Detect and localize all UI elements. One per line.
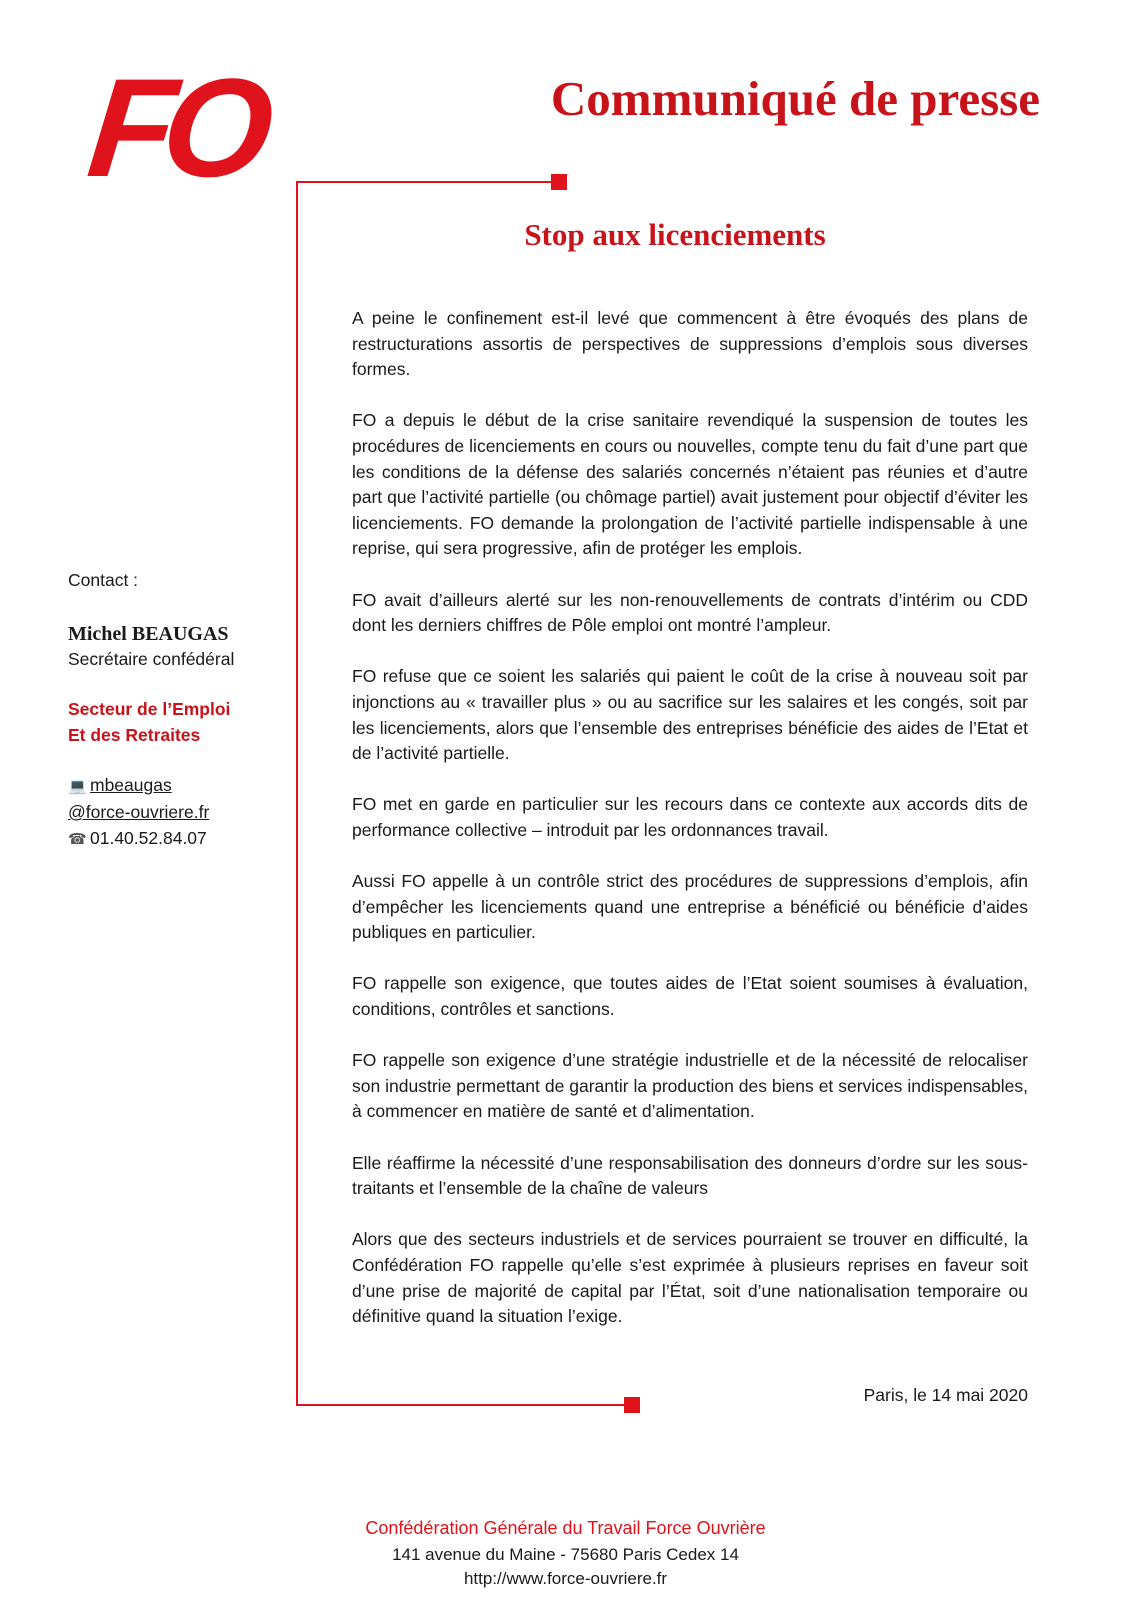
phone-line bbox=[68, 826, 278, 853]
footer-website-link[interactable]: http://www.force-ouvriere.fr bbox=[463, 1569, 668, 1588]
fo-logo: FO bbox=[81, 49, 269, 206]
document-title: Stop aux licenciements bbox=[524, 217, 826, 252]
laptop-icon: 💻 bbox=[68, 778, 87, 796]
footer-organization: Confédération Générale du Travail Force Ouvrière bbox=[365, 1518, 766, 1538]
paragraph: FO refuse que ce soient les salariés qui paient le coût de la crise à nouveau soit par injonctions au « travailler plus » ou au sacrifice sur les salaires et les congés, soit par les licenciements, alors que l’ensemble des entreprises bénéficie des aides de l’Etat et de l’activité partielle. bbox=[352, 666, 1028, 764]
contact-sidebar bbox=[68, 568, 278, 852]
email-link[interactable] bbox=[68, 773, 278, 800]
signoff-date: Paris, le 14 mai 2020 bbox=[863, 1385, 1028, 1405]
department-line-1: Secteur de l’Emploi bbox=[68, 699, 231, 720]
footer-address: 141 avenue du Maine - 75680 Paris Cedex 14 bbox=[392, 1545, 739, 1564]
contact-label: Contact : bbox=[68, 570, 139, 590]
paragraph: Aussi FO appelle à un contrôle strict des procédures de suppressions d’emplois, afin d’empêcher les licenciements quand une entreprise a bénéficié ou bénéficie d’aides publiques en particulier. bbox=[352, 871, 1028, 943]
paragraph: FO rappelle son exigence, que toutes aides de l’Etat soient soumises à évaluation, conditions, contrôles et sanctions. bbox=[352, 973, 1028, 1020]
paragraph: FO avait d’ailleurs alerté sur les non-renouvellements de contrats d’intérim ou CDD dont les derniers chiffres de Pôle emploi ont montré l’ampleur. bbox=[352, 589, 1028, 636]
document-body bbox=[352, 306, 1028, 1355]
paragraph: FO met en garde en particulier sur les recours dans ce contexte aux accords dits de performance collective – introduit par les ordonnances travail. bbox=[352, 794, 1028, 840]
frame-square-bottom bbox=[624, 1397, 640, 1413]
phone-icon: ☎ bbox=[68, 830, 87, 848]
department-block bbox=[68, 697, 278, 748]
email-domain-line[interactable] bbox=[68, 800, 278, 826]
contact-role: Secrétaire confédéral bbox=[68, 648, 235, 669]
contact-name: Michel BEAUGAS bbox=[68, 622, 229, 645]
paragraph: A peine le confinement est-il levé que commencent à être évoqués des plans de restructurations assortis de perspectives de suppressions d’emplois sous diverses formes. bbox=[352, 308, 1028, 380]
frame-top-line bbox=[296, 181, 558, 183]
paragraph: Alors que des secteurs industriels et de services pourraient se trouver en difficulté, la Confédération FO rappelle qu’elle s’est exprimée à plusieurs reprises en faveur soit d’une prise de majorité de capital par l’État, soit d’une nationalisation temporaire ou définitive quand la situation l’exige. bbox=[352, 1229, 1028, 1327]
frame-left-line bbox=[296, 181, 298, 1406]
paragraph: FO a depuis le début de la crise sanitaire revendiqué la suspension de toutes les procédures de licenciements en cours ou nouvelles, compte tenu du fait d’une part que les conditions de la défense des salariés concernés n’étaient pas réunies et d’autre part que l’activité partielle (ou chômage partiel) avait justement pour objectif d’éviter les licenciements. FO demande la prolongation de l’activité partielle indispensable à une reprise, qui sera progressive, afin de protéger les emplois. bbox=[352, 410, 1028, 559]
page-header-title: Communiqué de presse bbox=[550, 71, 1040, 126]
frame-bottom-line bbox=[296, 1404, 634, 1406]
department-line-2: Et des Retraites bbox=[68, 724, 201, 745]
paragraph: Elle réaffirme la nécessité d’une responsabilisation des donneurs d’ordre sur les sous-traitants et l’ensemble de la chaîne de valeurs bbox=[352, 1152, 1028, 1199]
email-user[interactable]: mbeaugas bbox=[90, 775, 172, 796]
phone-number: 01.40.52.84.07 bbox=[90, 827, 207, 848]
email-domain[interactable]: @force-ouvriere.fr bbox=[68, 801, 210, 822]
contact-details bbox=[68, 773, 278, 852]
frame-square-top bbox=[551, 174, 567, 190]
paragraph: FO rappelle son exigence d’une stratégie industrielle et de la nécessité de relocaliser son industrie permettant de garantir la production des biens et services indispensables, à commencer en matière de santé et d’alimentation. bbox=[352, 1050, 1028, 1122]
